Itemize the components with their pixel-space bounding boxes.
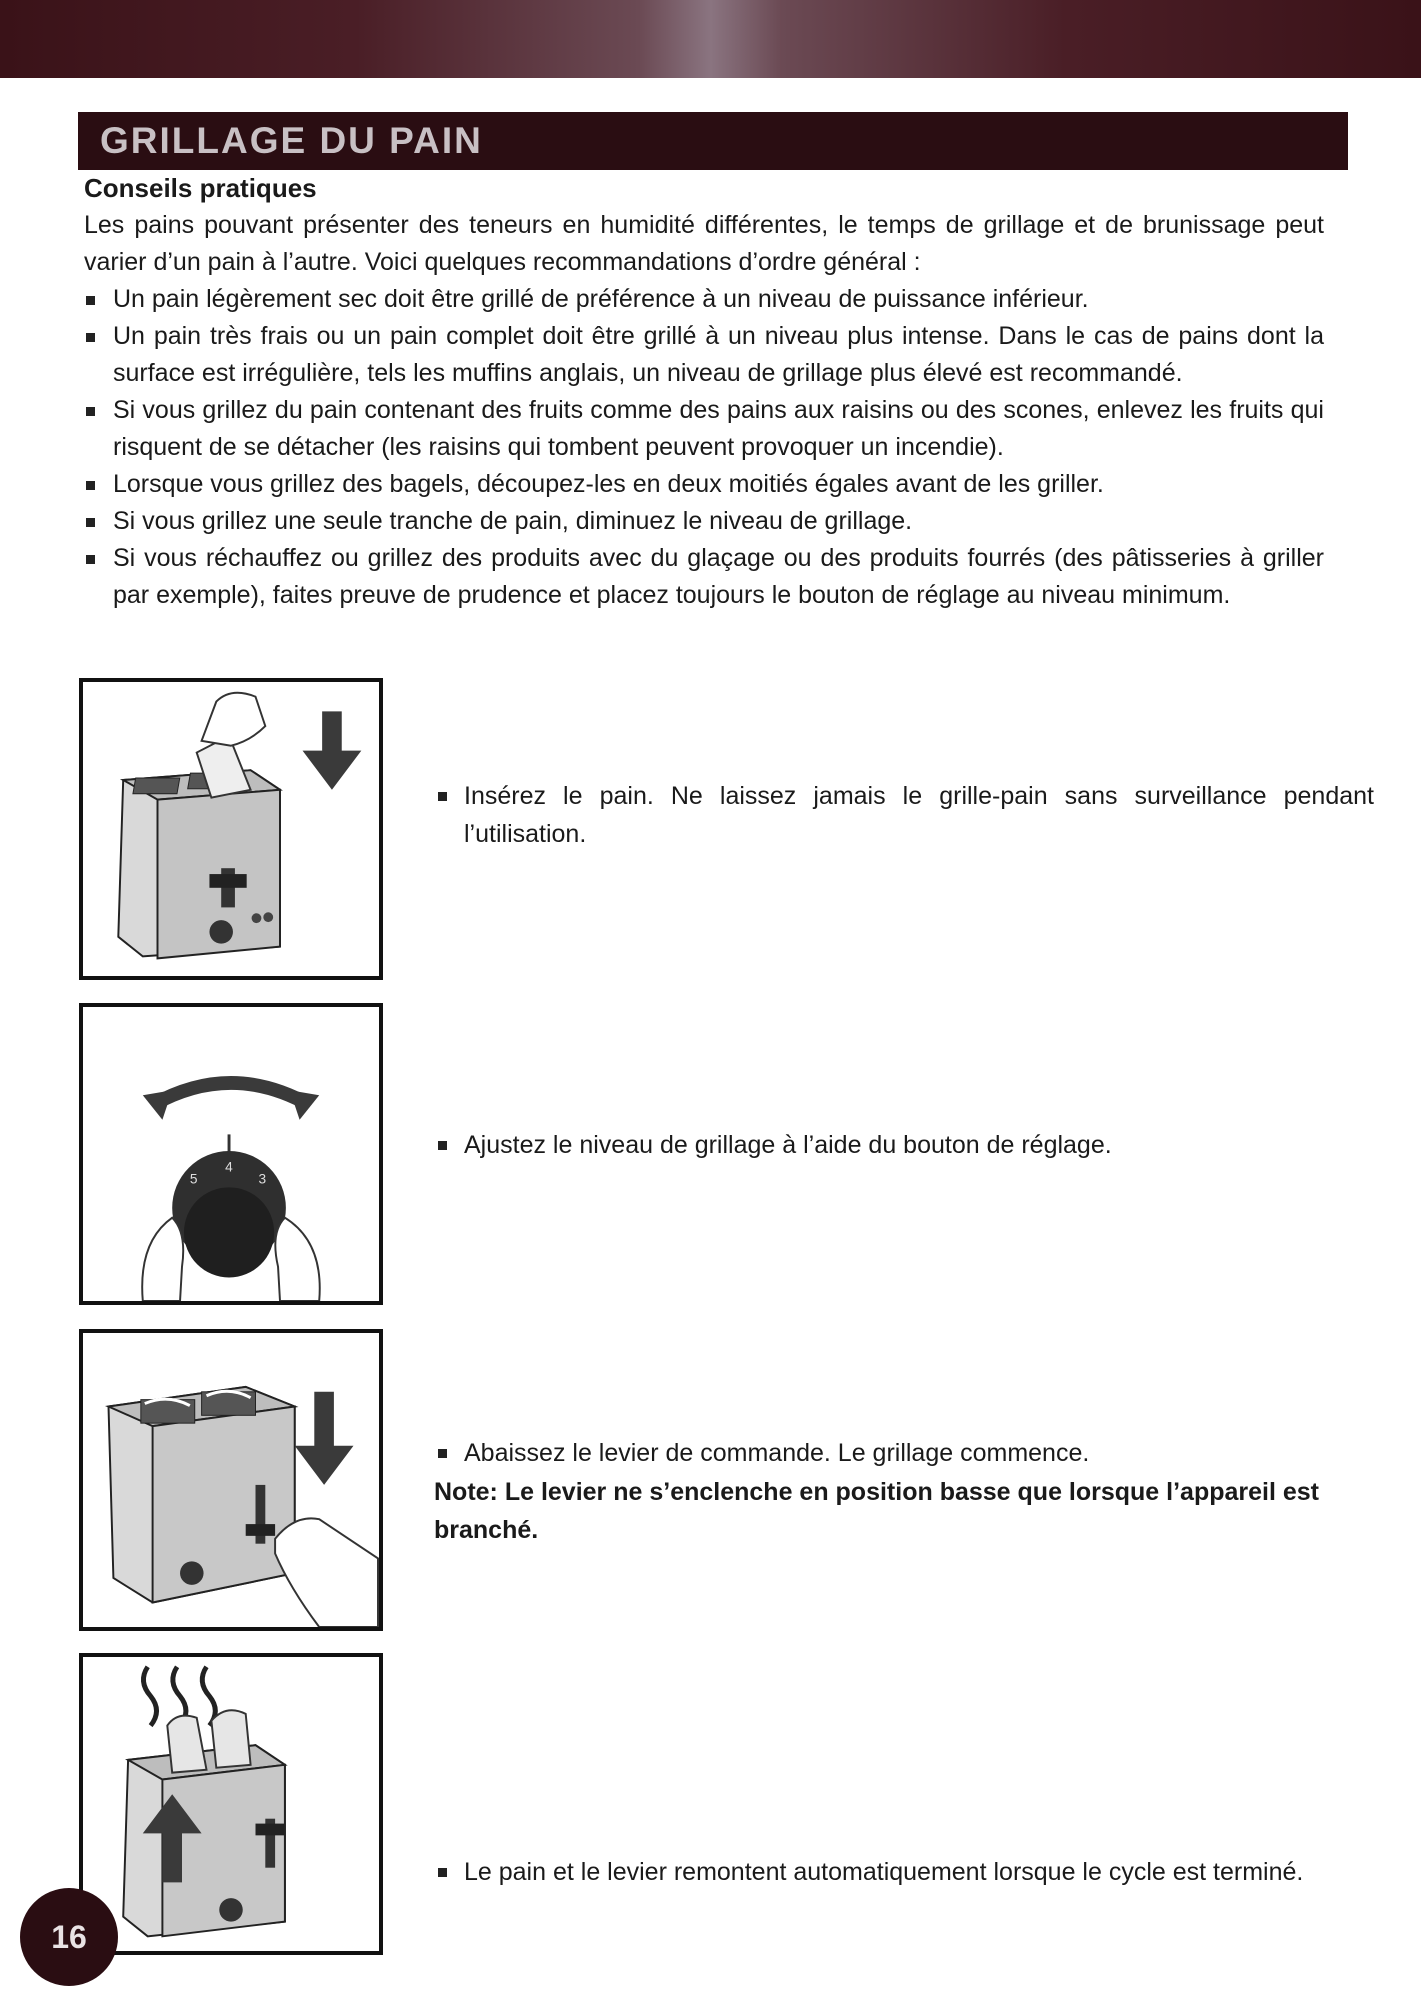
tip-item: Si vous grillez une seule tranche de pain, diminuez le niveau de grillage.	[84, 503, 1324, 540]
browning-dial-illustration	[79, 1003, 383, 1305]
toaster-insert-illustration	[79, 678, 383, 980]
tips-list	[84, 281, 1324, 614]
section-header	[78, 112, 1348, 170]
tips-heading: Conseils pratiques	[84, 173, 317, 203]
page-number: 16	[20, 1888, 118, 1986]
tip-item: Si vous grillez du pain contenant des fruits comme des pains aux raisins ou des scones, enlevez les fruits qui risquent de se détacher (les raisins qui tombent peuvent provoquer un incendie).	[84, 392, 1324, 466]
step-lever-text: Abaissez le levier de commande. Le grillage commence.	[434, 1434, 1374, 1472]
step-popup-text: Le pain et le levier remontent automatiquement lorsque le cycle est terminé.	[434, 1853, 1374, 1891]
tips-intro: Les pains pouvant présenter des teneurs en humidité différentes, le temps de grillage et de brunissage peut varier d’un pain à l’autre. Voici quelques recommandations d’ordre général :	[84, 211, 1324, 276]
lever-press-illustration	[79, 1329, 383, 1631]
tips-section	[84, 170, 1324, 614]
tip-item: Un pain légèrement sec doit être grillé de préférence à un niveau de puissance inférieur.	[84, 281, 1324, 318]
step-adjust-text: Ajustez le niveau de grillage à l’aide du bouton de réglage.	[434, 1126, 1374, 1164]
tip-item: Un pain très frais ou un pain complet doit être grillé à un niveau plus intense. Dans le cas de pains dont la surface est irrégulière, tels les muffins anglais, un niveau de grillage plus élevé est recommandé.	[84, 318, 1324, 392]
step-insert-text: Insérez le pain. Ne laissez jamais le grille-pain sans surveillance pendant l’utilisation.	[434, 777, 1374, 853]
tip-item: Lorsque vous grillez des bagels, découpez-les en deux moitiés égales avant de les griller.	[84, 466, 1324, 503]
dial-label-3: 3	[258, 1171, 267, 1187]
tip-item: Si vous réchauffez ou grillez des produits avec du glaçage ou des produits fourrés (des pâtisseries à griller par exemple), faites preuve de prudence et placez toujours le bouton de réglage au niveau minimum.	[84, 540, 1324, 614]
top-banner	[0, 0, 1421, 78]
toast-popup-illustration	[79, 1653, 383, 1955]
dial-label-4: 4	[225, 1159, 233, 1175]
note-text: Note: Le levier ne s’enclenche en position basse que lorsque l’appareil est branché.	[434, 1478, 1319, 1544]
step-lever-note	[434, 1473, 1344, 1549]
section-title: GRILLAGE DU PAIN	[100, 120, 483, 161]
dial-label-5: 5	[189, 1171, 198, 1187]
